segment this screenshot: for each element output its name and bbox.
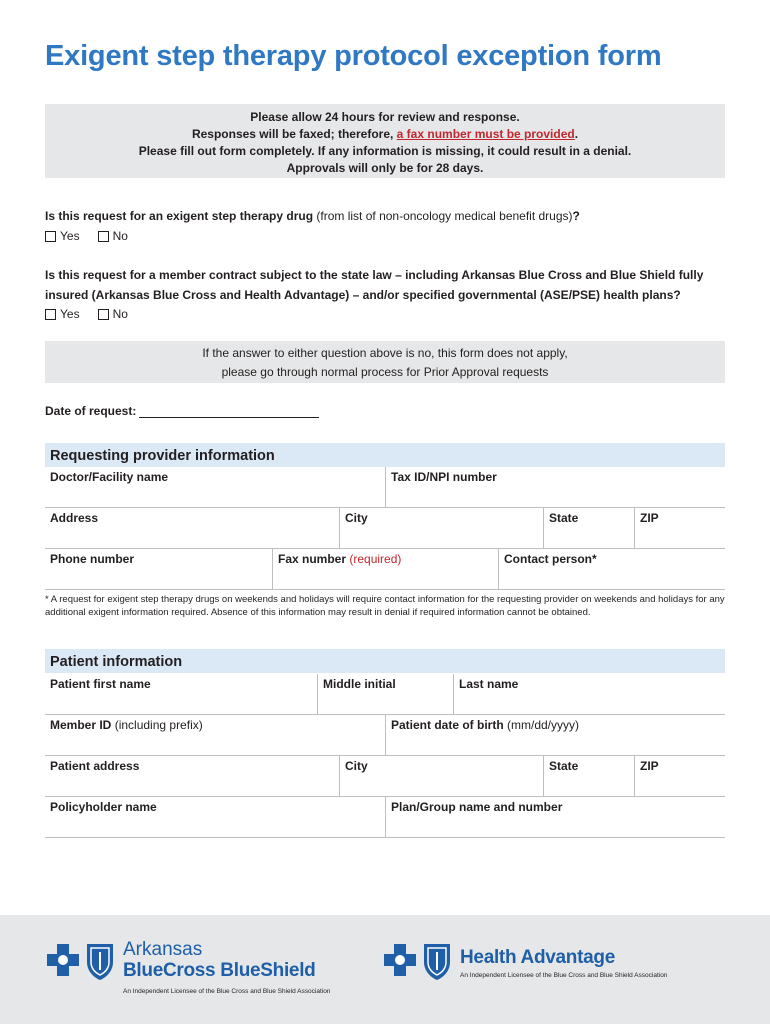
notice-line-2-post: . — [574, 127, 579, 141]
question-1-no-label: No — [112, 229, 128, 243]
patient-state-field[interactable] — [543, 756, 634, 796]
plan-group-label: Plan/Group name and number — [391, 800, 563, 814]
notice-line-2 — [45, 126, 725, 143]
health-advantage-logo — [382, 940, 667, 982]
phone-field[interactable] — [45, 549, 272, 589]
phone-label: Phone number — [50, 552, 135, 566]
zip-field[interactable] — [634, 508, 725, 548]
brand-1-line-1: Arkansas — [123, 939, 203, 960]
contact-person-field[interactable] — [498, 549, 725, 589]
question-1-bold: Is this request for an exigent step therapy drug — [45, 209, 314, 223]
member-id-label: Member ID — [50, 718, 112, 732]
question-1 — [45, 206, 735, 226]
checkbox-icon[interactable] — [98, 309, 109, 320]
state-field[interactable] — [543, 508, 634, 548]
tax-id-field[interactable] — [385, 467, 725, 507]
cross-shield-icon — [382, 940, 454, 982]
last-name-label: Last name — [459, 677, 519, 691]
date-of-birth-label: Patient date of birth — [391, 718, 504, 732]
plan-group-field[interactable] — [385, 797, 725, 837]
zip-label: ZIP — [640, 511, 659, 525]
brand-2-subtitle: An Independent Licensee of the Blue Cross and Blue Shield Association — [460, 972, 668, 979]
date-of-request — [45, 403, 319, 418]
member-id-field[interactable] — [45, 715, 385, 755]
checkbox-icon[interactable] — [98, 231, 109, 242]
address-label: Address — [50, 511, 99, 525]
notice-line-4: Approvals will only be for 28 days. — [286, 161, 484, 175]
info-line-2: please go through normal process for Prior Approval requests — [221, 365, 549, 379]
question-2-options — [45, 307, 128, 321]
member-id-note: (including prefix) — [111, 718, 203, 732]
question-1-note: (from list of non-oncology medical benefit drugs) — [313, 209, 573, 223]
patient-row-4 — [45, 797, 725, 838]
question-2-no-label: No — [112, 307, 128, 321]
provider-row-2 — [45, 508, 725, 549]
provider-row-1 — [45, 467, 725, 508]
fax-field[interactable] — [272, 549, 498, 589]
brand-2-name: Health Advantage — [460, 947, 615, 968]
notice-box — [45, 104, 725, 178]
patient-zip-label: ZIP — [640, 759, 659, 773]
address-field[interactable] — [45, 508, 339, 548]
question-1-options — [45, 229, 128, 243]
patient-row-1 — [45, 674, 725, 715]
checkbox-icon[interactable] — [45, 309, 56, 320]
fax-label: Fax number — [278, 552, 350, 566]
cross-shield-icon — [45, 940, 117, 982]
provider-row-3 — [45, 549, 725, 590]
state-label: State — [549, 511, 579, 525]
doctor-facility-label: Doctor/Facility name — [50, 470, 169, 484]
date-of-request-label: Date of request: — [45, 404, 137, 418]
contact-person-label: Contact person* — [504, 552, 597, 566]
question-1-end: ? — [572, 209, 580, 223]
page-title: Exigent step therapy protocol exception form — [45, 40, 662, 72]
patient-first-name-field[interactable] — [45, 674, 317, 714]
info-line-1: If the answer to either question above is no, this form does not apply, — [202, 346, 568, 360]
footnote: * A request for exigent step therapy drugs on weekends and holidays will require contact information for the requesting provider on weekends and holidays for any additional exigent information required. Absence of this information may result in denial if required information cannot be obtained. — [45, 594, 725, 618]
date-of-request-field[interactable] — [139, 403, 319, 418]
date-of-birth-note: (mm/dd/yyyy) — [503, 718, 580, 732]
patient-address-field[interactable] — [45, 756, 339, 796]
tax-id-label: Tax ID/NPI number — [391, 470, 497, 484]
question-2-yes[interactable] — [45, 307, 80, 321]
patient-city-field[interactable] — [339, 756, 543, 796]
question-1-no[interactable] — [98, 229, 128, 243]
patient-zip-field[interactable] — [634, 756, 725, 796]
brand-1-line-2: BlueCross BlueShield — [123, 960, 316, 981]
city-label: City — [345, 511, 368, 525]
provider-section-heading: Requesting provider information — [45, 443, 725, 467]
patient-address-label: Patient address — [50, 759, 140, 773]
notice-line-1: Please allow 24 hours for review and response. — [250, 110, 520, 124]
patient-state-label: State — [549, 759, 579, 773]
question-2-yes-label: Yes — [60, 307, 80, 321]
fax-required-link[interactable]: a fax number must be provided — [396, 127, 575, 141]
question-1-yes-label: Yes — [60, 229, 80, 243]
patient-row-2 — [45, 715, 725, 756]
question-2: Is this request for a member contract subject to the state law – including Arkansas Blue Cross and Blue Shield fully insured (Arkansas Blue Cross and Health Advantage) – and/or specified governmental (ASE/PSE) health plans? — [45, 268, 704, 302]
middle-initial-field[interactable] — [317, 674, 453, 714]
doctor-facility-field[interactable] — [45, 467, 385, 507]
last-name-field[interactable] — [453, 674, 725, 714]
notice-line-3: Please fill out form completely. If any information is missing, it could result in a denial. — [138, 144, 632, 158]
policyholder-field[interactable] — [45, 797, 385, 837]
patient-first-name-label: Patient first name — [50, 677, 151, 691]
patient-city-label: City — [345, 759, 368, 773]
middle-initial-label: Middle initial — [323, 677, 396, 691]
question-1-yes[interactable] — [45, 229, 80, 243]
policyholder-label: Policyholder name — [50, 800, 157, 814]
notice-line-2-pre: Responses will be faxed; therefore, — [191, 127, 397, 141]
fax-required-label: (required) — [349, 552, 402, 566]
patient-row-3 — [45, 756, 725, 797]
patient-section-heading: Patient information — [45, 649, 725, 673]
date-of-birth-field[interactable] — [385, 715, 725, 755]
info-box — [45, 341, 725, 383]
arkansas-bcbs-logo — [45, 940, 330, 995]
checkbox-icon[interactable] — [45, 231, 56, 242]
question-2-no[interactable] — [98, 307, 128, 321]
city-field[interactable] — [339, 508, 543, 548]
brand-1-subtitle: An Independent Licensee of the Blue Cross and Blue Shield Association — [123, 988, 331, 995]
